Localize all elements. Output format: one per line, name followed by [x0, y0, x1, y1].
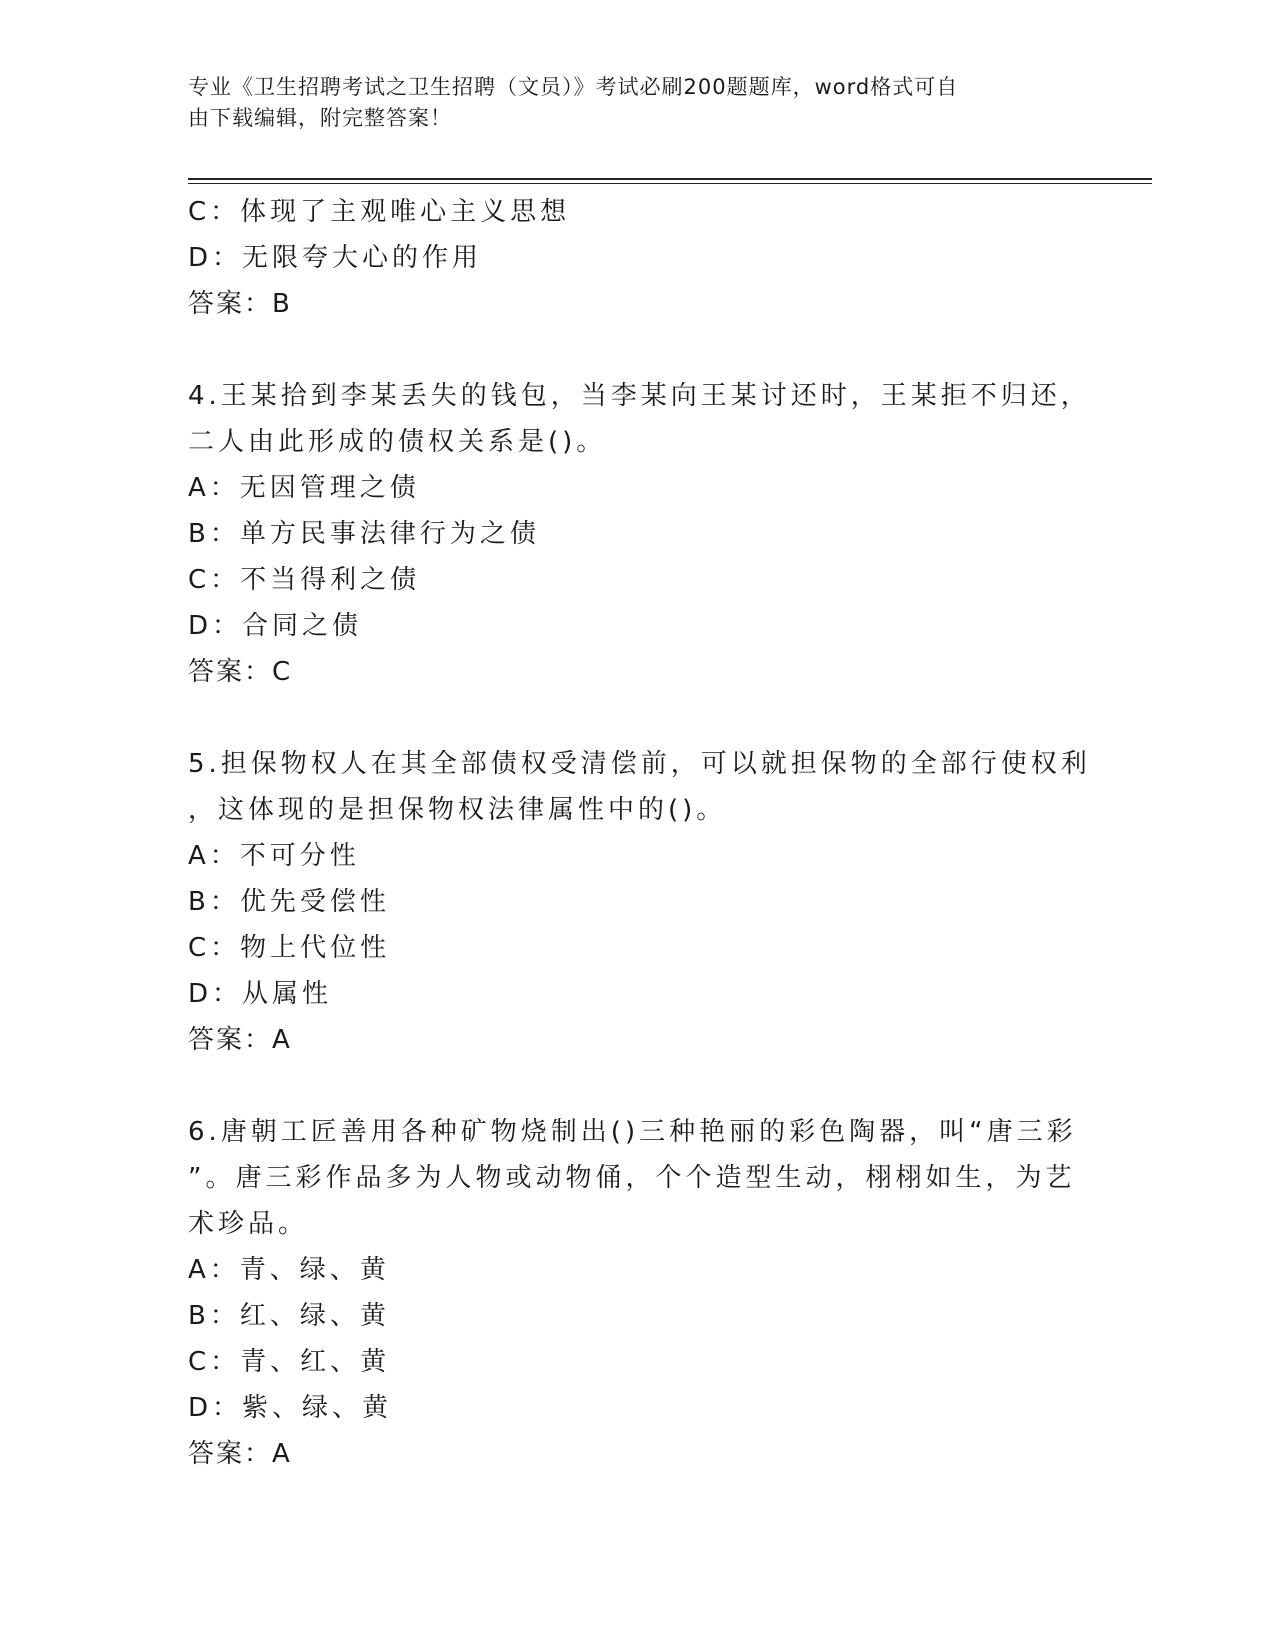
question-stem-line: ”。唐三彩作品多为人物或动物俑，个个造型生动，栩栩如生，为艺 [188, 1163, 1076, 1193]
answer-line: 答案：A [188, 1025, 292, 1055]
question-6 [188, 1109, 1088, 1477]
question-spacer [188, 327, 1088, 373]
header-divider-thick [188, 178, 1152, 180]
question-spacer [188, 1063, 1088, 1109]
header-divider-thin [188, 183, 1152, 184]
question-stem-line: 术珍品。 [188, 1209, 309, 1239]
answer-line: 答案：C [188, 657, 293, 687]
question-4 [188, 373, 1091, 695]
answer-line: 答案：A [188, 1439, 292, 1469]
question-stem-line: ，这体现的是担保物权法律属性中的()。 [188, 795, 727, 825]
option-b: B：单方民事法律行为之债 [188, 519, 540, 549]
question-3-continuation [188, 189, 1088, 327]
option-d: D：从属性 [188, 979, 333, 1009]
document-header [188, 72, 1068, 134]
option-c: C：不当得利之债 [188, 565, 421, 595]
option-b: B：红、绿、黄 [188, 1301, 390, 1331]
question-stem-line: 4.王某拾到李某丢失的钱包，当李某向王某讨还时，王某拒不归还， [188, 381, 1091, 411]
question-stem-line: 二人由此形成的债权关系是()。 [188, 427, 607, 457]
option-d: D：紫、绿、黄 [188, 1393, 393, 1423]
option-c: C：物上代位性 [188, 933, 391, 963]
question-stem-line: 5.担保物权人在其全部债权受清偿前，可以就担保物的全部行使权利 [188, 749, 1091, 779]
option-c: C：青、红、黄 [188, 1347, 391, 1377]
question-5 [188, 741, 1091, 1063]
option-c: C：体现了主观唯心主义思想 [188, 197, 571, 227]
option-a: A：无因管理之债 [188, 473, 420, 503]
header-line-1: 专业《卫生招聘考试之卫生招聘（文员）》考试必刷200题题库，word格式可自 [188, 75, 959, 99]
option-d: D：合同之债 [188, 611, 363, 641]
option-b: B：优先受偿性 [188, 887, 390, 917]
option-a: A：青、绿、黄 [188, 1255, 390, 1285]
option-a: A：不可分性 [188, 841, 360, 871]
header-line-2: 由下载编辑，附完整答案！ [188, 106, 452, 130]
question-spacer [188, 695, 1088, 741]
option-d: D：无限夸大心的作用 [188, 243, 483, 273]
question-stem-line: 6.唐朝工匠善用各种矿物烧制出()三种艳丽的彩色陶器，叫“唐三彩 [188, 1117, 1077, 1147]
question-list [188, 189, 1091, 1477]
answer-line: 答案：B [188, 289, 292, 319]
